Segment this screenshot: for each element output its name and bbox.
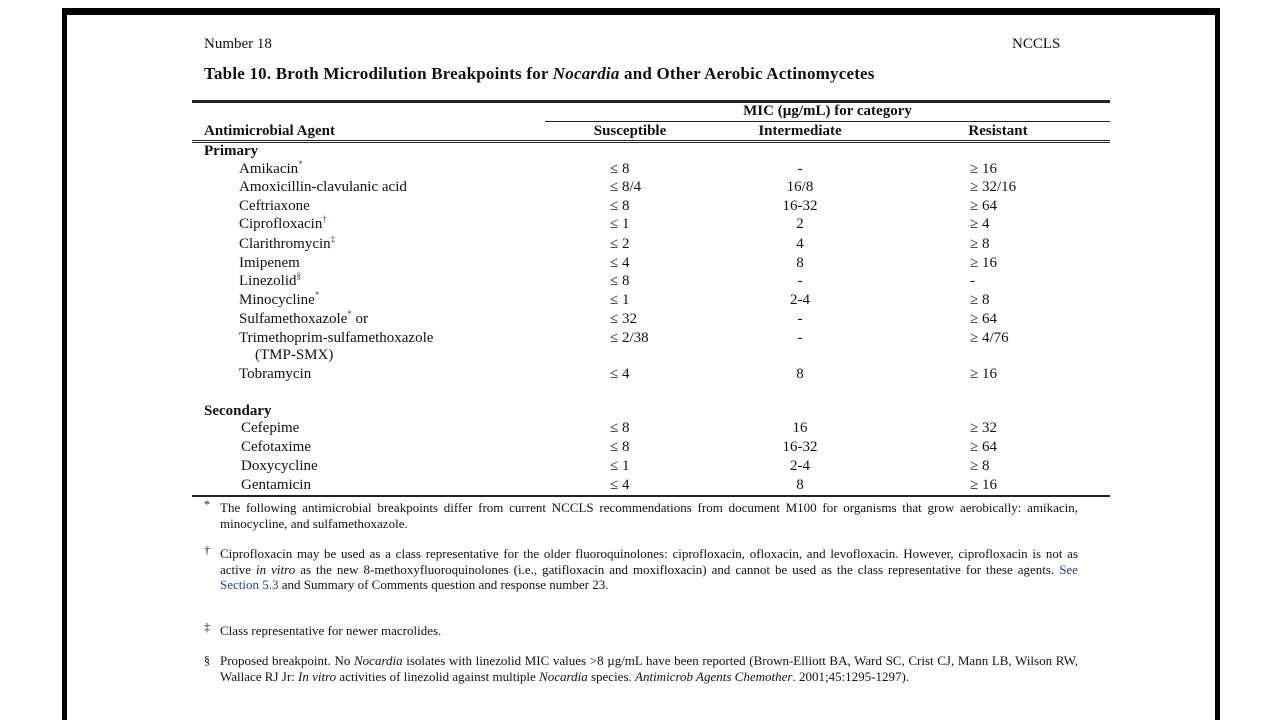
footnote-reference[interactable]: * [314,290,320,300]
section-label: Secondary [204,403,272,419]
resistant-value: ≥ 64 [970,198,997,214]
agent-name: Clarithromycin‡ [239,234,336,252]
footnote-section: Proposed breakpoint. No Nocardia isolates with linezolid MIC values >8 µg/mL have been reported (Brown-Elliott BA, Ward SC, Crist CJ, Mann LB, Wilson RW, Wallace RJ Jr: In vitro activities of linezolid against multiple Nocardia species. Antimicrob Agents Chemother. 2001;45:1295-1297). [220,653,1079,684]
resistant-value: ≥ 8 [970,292,990,308]
susceptible-value: ≤ 8 [610,439,630,455]
intermediate-value: - [797,161,803,177]
susceptible-value: ≤ 4 [610,366,630,382]
resistant-value: ≥ 4/76 [970,330,1009,346]
agent-name: Ciprofloxacin† [239,214,327,232]
agent-name: Ceftriaxone [239,198,310,214]
footnote-ddagger-mark: ‡ [204,620,210,634]
agent-name: Tobramycin [239,366,312,382]
resistant-value: ≥ 32 [970,420,997,436]
intermediate-value: - [797,273,803,289]
footnote-star-mark: * [204,497,210,511]
agent-name: Cefepime [241,420,300,436]
mic-group-rule [545,121,1110,122]
footnote-reference[interactable]: ‡ [330,234,336,244]
susceptible-value: ≤ 4 [610,255,630,271]
resistant-value: - [970,273,975,289]
susceptible-value: ≤ 32 [610,311,637,327]
intermediate-value: 16-32 [782,198,818,214]
header-bottom-rule-2 [192,142,1110,143]
susceptible-value: ≤ 8 [610,161,630,177]
agent-name: Linezolid§ [239,271,301,289]
susceptible-value: ≤ 1 [610,216,630,232]
agent-name: Imipenem [239,255,300,271]
resistant-value: ≥ 64 [970,439,997,455]
intermediate-column-header: Intermediate [758,123,842,139]
document-number: Number 18 [204,36,272,52]
footnote-reference[interactable]: † [322,214,327,224]
susceptible-value: ≤ 8/4 [610,179,642,195]
table-title: Table 10. Broth Microdilution Breakpoints for Nocardia and Other Aerobic Actinomycetes [204,64,875,83]
footnote-dagger-mark: † [204,543,210,557]
section-link[interactable]: See Section 5.3 [220,561,1078,592]
intermediate-value: 2-4 [790,458,810,474]
susceptible-value: ≤ 1 [610,458,630,474]
susceptible-value: ≤ 8 [610,273,630,289]
intermediate-value: 8 [796,255,804,271]
intermediate-value: 16-32 [782,439,818,455]
resistant-value: ≥ 64 [970,311,997,327]
susceptible-column-header: Susceptible [593,123,667,139]
resistant-value: ≥ 16 [970,477,997,493]
resistant-value: ≥ 8 [970,458,990,474]
agent-name: Minocycline* [239,290,320,308]
intermediate-value: 2 [796,216,804,232]
agent-name: Trimethoprim-sulfamethoxazole [239,330,434,346]
resistant-value: ≥ 4 [970,216,990,232]
footnote-reference[interactable]: § [296,271,301,281]
intermediate-value: - [797,330,803,346]
resistant-value: ≥ 16 [970,255,997,271]
susceptible-value: ≤ 1 [610,292,630,308]
agent-name-continued: (TMP-SMX) [255,347,334,363]
section-label: Primary [204,143,259,159]
intermediate-value: 2-4 [790,292,810,308]
resistant-value: ≥ 32/16 [970,179,1017,195]
mic-group-header: MIC (µg/mL) for category [743,103,912,119]
agent-column-header: Antimicrobial Agent [204,123,335,139]
susceptible-value: ≤ 4 [610,477,630,493]
susceptible-value: ≤ 8 [610,420,630,436]
agent-name: Doxycycline [241,458,318,474]
footnote-section-mark: § [204,653,210,667]
agent-name: Sulfamethoxazole* or [239,309,369,327]
intermediate-value: 8 [796,366,804,382]
footnote-ddagger: Class representative for newer macrolides. [220,623,442,638]
footnote-reference[interactable]: * [347,309,352,319]
footnote-reference[interactable]: * [298,159,303,169]
susceptible-value: ≤ 2/38 [610,330,649,346]
agent-name: Gentamicin [241,477,311,493]
header-bottom-rule [192,140,1110,141]
footnote-star: The following antimicrobial breakpoints differ from current NCCLS recommendations from document M100 for organisms that grow aerobically: amikacin, minocycline, and sulfamethoxazole. [220,500,1078,531]
intermediate-value: - [797,311,803,327]
susceptible-value: ≤ 8 [610,198,630,214]
publisher-name: NCCLS [1012,36,1061,52]
agent-name: Cefotaxime [241,439,311,455]
intermediate-value: 4 [796,236,804,252]
table-bottom-rule [192,495,1110,497]
intermediate-value: 8 [796,477,804,493]
resistant-value: ≥ 8 [970,236,990,252]
resistant-value: ≥ 16 [970,366,997,382]
agent-name: Amikacin* [239,159,303,177]
resistant-column-header: Resistant [968,123,1028,139]
intermediate-value: 16/8 [786,179,814,195]
susceptible-value: ≤ 2 [610,236,630,252]
agent-name: Amoxicillin-clavulanic acid [239,179,407,195]
footnote-dagger: Ciprofloxacin may be used as a class representative for the older fluoroquinolones: ciprofloxacin, ofloxacin, and levofloxacin. However, ciprofloxacin is not as active in vitro as the new 8-methoxyfluoroquinolones (i.e., gatifloxacin and moxifloxacin) and cannot be used as the class representative for these agents. See Section 5.3 and Summary of Comments question and response number 23. [220,546,1078,592]
resistant-value: ≥ 16 [970,161,997,177]
intermediate-value: 16 [792,420,808,436]
